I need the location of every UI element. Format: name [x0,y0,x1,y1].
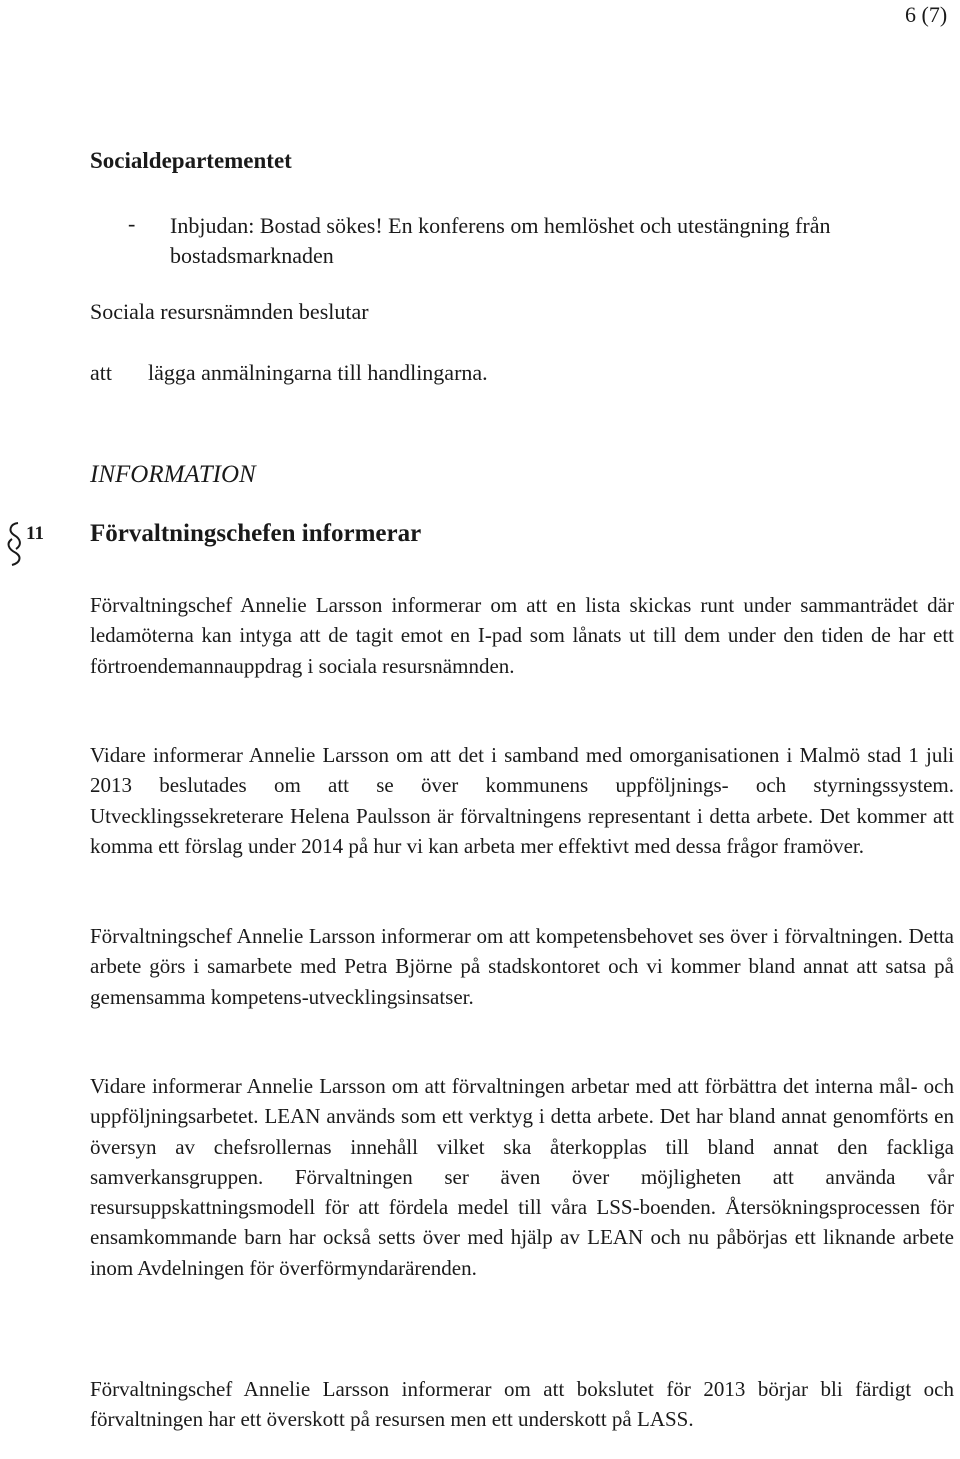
section-title: Förvaltningschefen informerar [90,520,422,547]
paragraph: Vidare informerar Annelie Larsson om att det i samband med omorganisationen i Malmö stad 1 juli 2013 beslutades om att se över kommunens uppföljnings- och styrningssystem. Utvecklingssekreterare Helena Paulsson är förvaltningens representant i detta arbete. Det kommer att komma ett förslag under 2014 på hur vi kan arbeta mer effektivt med dessa frågor framöver. [90,743,954,858]
information-heading: INFORMATION [90,461,256,488]
paragraph: Förvaltningschef Annelie Larsson informerar om att en lista skickas runt under sammanträdet där ledamöterna kan intyga att de tagit emot en I-pad som lånats ut till dem under den tiden de har ett förtroendemannauppdrag i sociala resursnämnden. [90,593,954,678]
list-item-text: Inbjudan: Bostad sökes! En konferens om hemlöshet och utestängning från bostadsmarknaden [170,213,831,268]
paragraph: Vidare informerar Annelie Larsson om att förvaltningen arbetar med att förbättra det interna mål- och uppföljningsarbetet. LEAN används som ett verktyg i detta arbete. Det har bland annat genomförts en översyn av chefsrollernas innehåll vilket ska återkopplas till bland annat den fackliga samverkansgruppen. Förvaltningen ser även över möjligheten att använda vår resursuppskattningsmodell för att fördela medel till våra LSS-boenden. Återsökningsprocessen för ensamkommande barn har också setts över med hjälp av LEAN och nu påbörjas ett liknande arbete inom Avdelningen för överförmyndarärenden. [90,1074,954,1280]
att-label: att [90,360,112,385]
department-heading: Socialdepartementet [90,148,292,173]
decision-text: lägga anmälningarna till handlingarna. [148,360,488,385]
section-number: 11 [26,523,44,544]
paragraph: Förvaltningschef Annelie Larsson informerar om att kompetensbehovet ses över i förvaltningen. Detta arbete görs i samarbete med Petra Björne på stadskontoret och vi kommer bland annat att satsa på gemensamma kompetens-utvecklingsinsatser. [90,924,954,1009]
section-sign-icon [4,519,26,569]
paragraph: Förvaltningschef Annelie Larsson informerar om att bokslutet för 2013 börjar bli färdigt och förvaltningen har ett överskott på resursen men ett underskott på LASS. [90,1377,954,1432]
list-dash: - [128,211,136,236]
decision-intro: Sociala resursnämnden beslutar [90,299,369,324]
page-number: 6 (7) [905,2,948,27]
